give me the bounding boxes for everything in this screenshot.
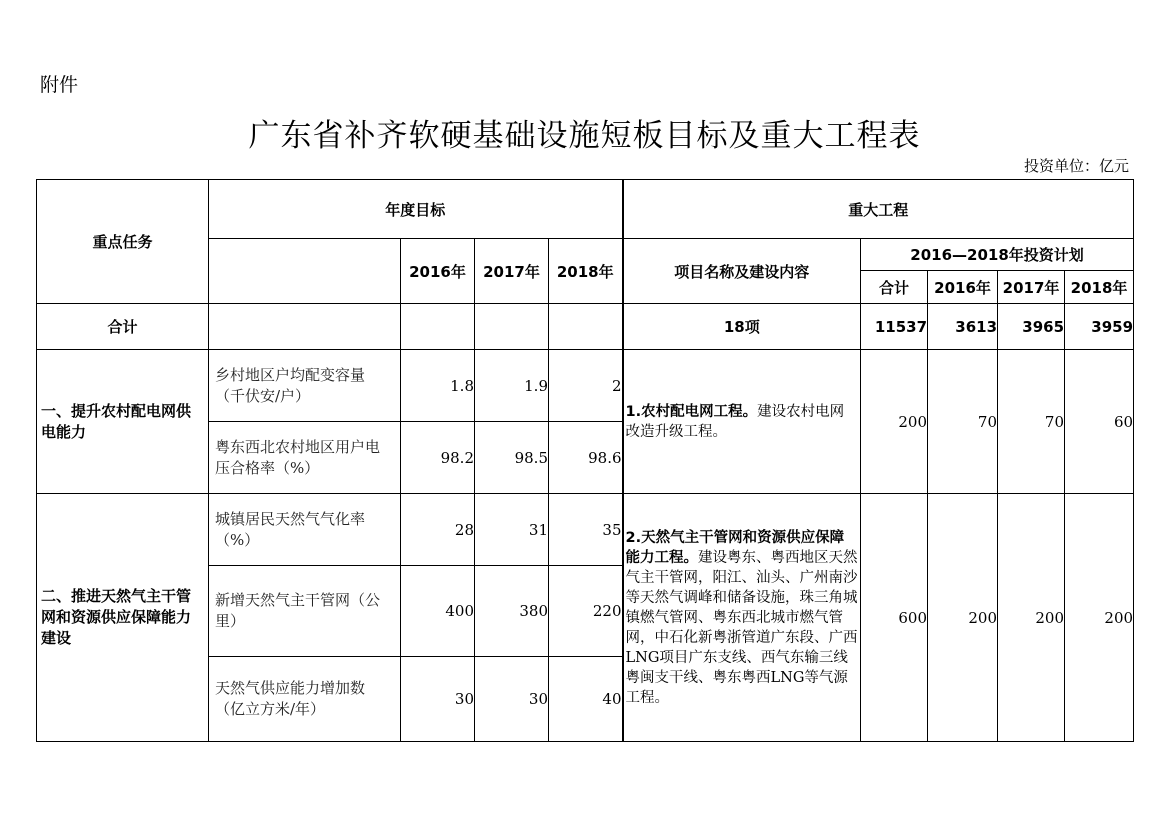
- indicator-name: 天然气供应能力增加数（亿立方米/年）: [209, 657, 401, 742]
- targets-table: [36, 179, 1134, 742]
- task-cell: 二、推进天然气主干管网和资源供应保障能力建设: [37, 494, 209, 742]
- header-key-task: 重点任务: [37, 180, 209, 304]
- indicator-2018: 2: [549, 350, 623, 422]
- total-investment: 11537: [861, 304, 928, 350]
- plan-2016: 70: [928, 350, 998, 494]
- project-cell: [623, 350, 861, 494]
- indicator-2017: 31: [475, 494, 549, 566]
- total-2016: 3613: [928, 304, 998, 350]
- header-plan-2016: 2016年: [928, 271, 998, 304]
- total-project-count: 18项: [623, 304, 861, 350]
- plan-2016: 200: [928, 494, 998, 742]
- indicator-2018: 40: [549, 657, 623, 742]
- plan-2018: 60: [1065, 350, 1134, 494]
- empty-cell: [209, 304, 401, 350]
- empty-cell: [401, 304, 475, 350]
- project-cell: [623, 494, 861, 742]
- indicator-2016: 98.2: [401, 422, 475, 494]
- attachment-label: 附件: [40, 74, 79, 96]
- indicator-name: 粤东西北农村地区用户电压合格率（%）: [209, 422, 401, 494]
- header-investment-plan: 2016—2018年投资计划: [861, 239, 1134, 271]
- header-major-project: 重大工程: [623, 180, 1134, 239]
- indicator-2017: 1.9: [475, 350, 549, 422]
- plan-2017: 70: [998, 350, 1065, 494]
- indicator-2018: 98.6: [549, 422, 623, 494]
- plan-2018: 200: [1065, 494, 1134, 742]
- header-plan-2017: 2017年: [998, 271, 1065, 304]
- indicator-name: 新增天然气主干管网（公里）: [209, 566, 401, 657]
- header-annual-target: 年度目标: [209, 180, 623, 239]
- total-row: [37, 304, 1134, 350]
- table-row: [37, 350, 1134, 422]
- header-plan-2018: 2018年: [1065, 271, 1134, 304]
- total-label: 合计: [37, 304, 209, 350]
- indicator-2018: 35: [549, 494, 623, 566]
- indicator-2017: 380: [475, 566, 549, 657]
- plan-2017: 200: [998, 494, 1065, 742]
- investment-unit: 投资单位：亿元: [1023, 157, 1129, 175]
- empty-cell: [475, 304, 549, 350]
- project-title: 1.农村配电网工程。: [625, 403, 758, 420]
- indicator-name: 乡村地区户均配变容量（千伏安/户）: [209, 350, 401, 422]
- empty-cell: [549, 304, 623, 350]
- indicator-2018: 220: [549, 566, 623, 657]
- page-title: 广东省补齐软硬基础设施短板目标及重大工程表: [248, 118, 921, 154]
- project-title: 2.天然气主干管网和资源供应保障能力工程。: [625, 529, 845, 566]
- indicator-2017: 98.5: [475, 422, 549, 494]
- indicator-2016: 30: [401, 657, 475, 742]
- indicator-name: 城镇居民天然气气化率（%）: [209, 494, 401, 566]
- plan-total: 600: [861, 494, 928, 742]
- indicator-2016: 400: [401, 566, 475, 657]
- project-desc: 建设粤东、粤西地区天然气主干管网，阳江、汕头、广州南沙等天然气调峰和储备设施，珠三角城镇燃气管网、粤东西北城市燃气管网，中石化新粤浙管道广东段、广西LNG项目广东支线、西气东输三线粤闽支干线、粤东粤西LNG等气源工程。: [625, 549, 858, 706]
- table-row: [37, 494, 1134, 566]
- indicator-2016: 28: [401, 494, 475, 566]
- header-2018: 2018年: [549, 239, 623, 304]
- plan-total: 200: [861, 350, 928, 494]
- header-2017: 2017年: [475, 239, 549, 304]
- header-2016: 2016年: [401, 239, 475, 304]
- indicator-2017: 30: [475, 657, 549, 742]
- indicator-2016: 1.8: [401, 350, 475, 422]
- header-plan-total: 合计: [861, 271, 928, 304]
- header-row: [37, 180, 1134, 239]
- total-2018: 3959: [1065, 304, 1134, 350]
- header-blank-cell: [209, 239, 401, 304]
- project-desc: 建设农村电网改造升级工程。: [625, 403, 845, 440]
- header-project-name: 项目名称及建设内容: [623, 239, 861, 304]
- task-cell: 一、提升农村配电网供电能力: [37, 350, 209, 494]
- total-2017: 3965: [998, 304, 1065, 350]
